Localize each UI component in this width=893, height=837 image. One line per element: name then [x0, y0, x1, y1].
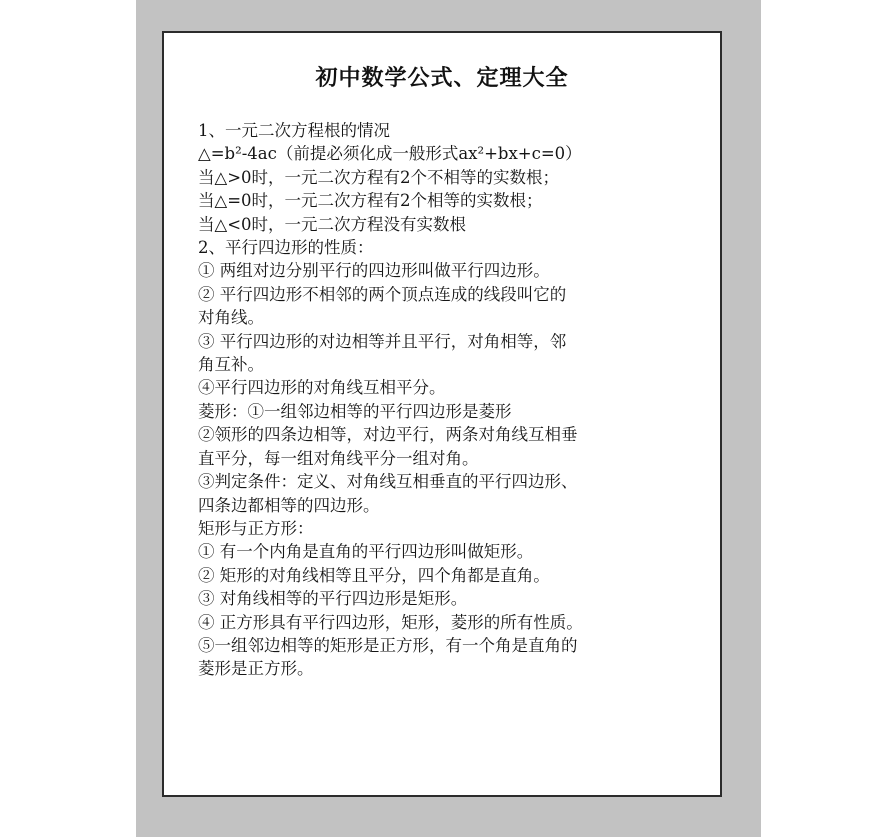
text-line: 1、一元二次方程根的情况	[198, 121, 390, 140]
text-line: 当△>0时，一元二次方程有2个不相等的实数根；	[198, 167, 560, 187]
text-line: 菱形是正方形。	[198, 659, 314, 679]
text-line: ② 矩形的对角线相等且平分，四个角都是直角。	[198, 565, 550, 585]
text-line: ① 两组对边分别平行的四边形叫做平行四边形。	[198, 261, 550, 281]
text-line: ④平行四边形的对角线互相平分。	[198, 378, 446, 398]
text-line: 对角线。	[198, 308, 264, 328]
document-body	[198, 119, 698, 681]
text-line: 矩形与正方形：	[198, 518, 314, 538]
text-line: 菱形：①一组邻边相等的平行四边形是菱形	[198, 401, 512, 421]
text-line: ③判定条件：定义、对角线互相垂直的平行四边形、	[198, 472, 578, 492]
text-line: 当△<0时，一元二次方程没有实数根	[198, 214, 467, 234]
text-line: 角互补。	[198, 355, 264, 375]
text-line: ⑤一组邻边相等的矩形是正方形，有一个角是直角的	[198, 635, 578, 655]
text-line: 当△=0时，一元二次方程有2个相等的实数根；	[198, 191, 543, 211]
text-line: 直平分，每一组对角线平分一组对角。	[198, 448, 479, 468]
text-line: ③ 平行四边形的对边相等并且平行，对角相等，邻	[198, 331, 567, 351]
text-line: ① 有一个内角是直角的平行四边形叫做矩形。	[198, 542, 534, 562]
document-sheet	[162, 31, 722, 797]
text-line: ②领形的四条边相等，对边平行，两条对角线互相垂	[198, 425, 578, 445]
text-line: 2、平行四边形的性质：	[198, 238, 374, 258]
text-line: ② 平行四边形不相邻的两个顶点连成的线段叫它的	[198, 284, 567, 304]
text-line: ③ 对角线相等的平行四边形是矩形。	[198, 589, 468, 609]
text-line: 四条边都相等的四边形。	[198, 495, 380, 515]
text-line: ④ 正方形具有平行四边形，矩形，菱形的所有性质。	[198, 612, 583, 632]
text-line: △=b²-4ac（前提必须化成一般形式ax²+bx+c=0）	[198, 144, 582, 164]
document-title: 初中数学公式、定理大全	[315, 66, 569, 91]
